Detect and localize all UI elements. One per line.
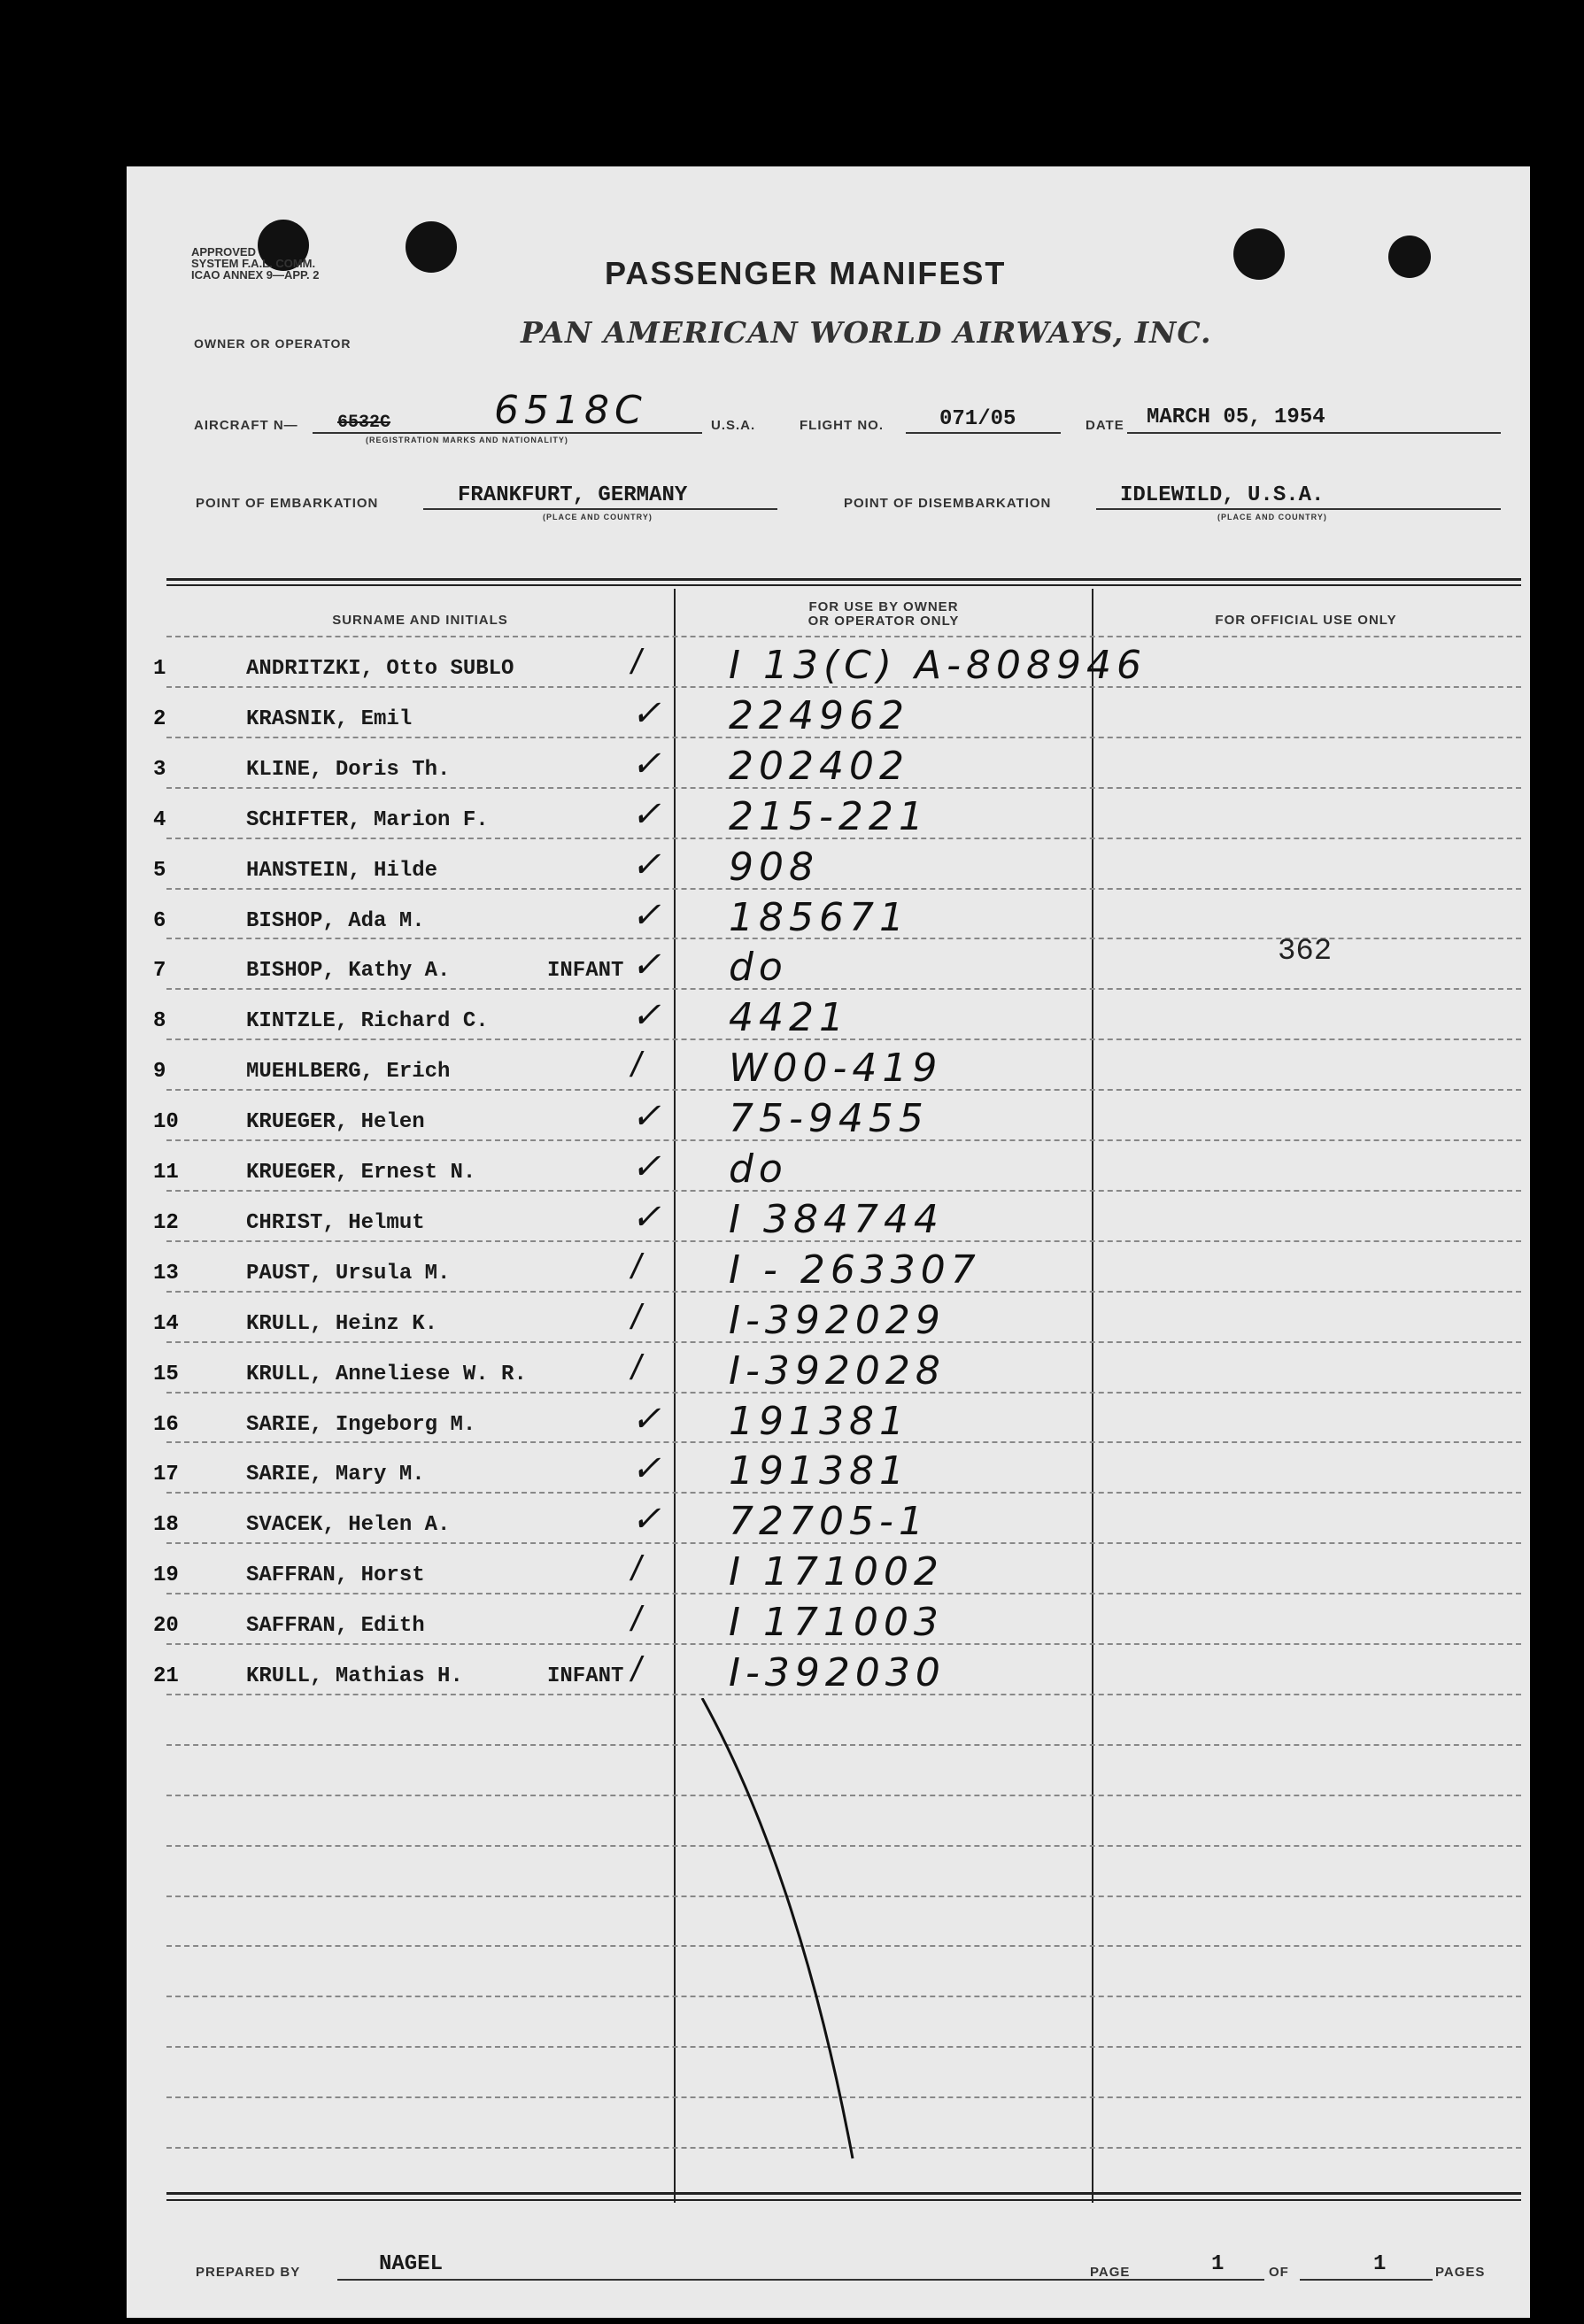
document-number: I-392028 (729, 1347, 946, 1394)
of-label: OF (1269, 2265, 1289, 2280)
passenger-name: KINTZLE, Richard C. (246, 1009, 489, 1034)
check-mark: / (631, 1549, 642, 1589)
ruled-line (166, 888, 1521, 890)
aircraft-struck: 6532C (337, 413, 391, 433)
check-mark: ✓ (631, 845, 661, 884)
check-mark: / (631, 1600, 642, 1640)
row-number: 2 (153, 706, 166, 731)
row-number: 18 (153, 1513, 179, 1538)
check-mark: ✓ (631, 1449, 661, 1489)
row-number: 14 (153, 1311, 179, 1336)
passenger-name: PAUST, Ursula M. (246, 1261, 451, 1286)
passenger-name: KRULL, Anneliese W. R. (246, 1362, 527, 1386)
passenger-name: SCHIFTER, Marion F. (246, 807, 489, 832)
page-total: 1 (1373, 2252, 1387, 2276)
disembarkation-label: POINT OF DISEMBARKATION (844, 496, 1052, 511)
column-header-line: FOR USE BY OWNER (808, 599, 959, 614)
passenger-name: KRULL, Mathias H. (246, 1664, 463, 1688)
document-number: I 384744 (729, 1196, 944, 1242)
form-title: PASSENGER MANIFEST (605, 255, 1007, 291)
row-number: 8 (153, 1009, 166, 1034)
column-header-line: OR OPERATOR ONLY (807, 614, 960, 629)
row-number: 13 (153, 1261, 179, 1286)
passenger-name: SAFFRAN, Horst (246, 1563, 425, 1588)
passenger-name: HANSTEIN, Hilde (246, 858, 438, 883)
punch-hole (1233, 228, 1285, 280)
check-mark: ✓ (631, 744, 661, 784)
embarkation-label: POINT OF EMBARKATION (196, 496, 379, 511)
passenger-name: CHRIST, Helmut (246, 1210, 425, 1235)
document-number: 75-9455 (729, 1096, 929, 1142)
punch-hole (1388, 235, 1431, 278)
row-number: 6 (153, 908, 166, 933)
approval-line: APPROVED (191, 245, 256, 259)
flight-number: 071/05 (939, 407, 1016, 431)
date-value: MARCH 05, 1954 (1147, 405, 1325, 429)
check-mark: / (631, 1347, 642, 1387)
column-header-official: FOR OFFICIAL USE ONLY (1215, 613, 1397, 628)
row-number: 16 (153, 1412, 179, 1437)
document-number: I 171002 (729, 1549, 944, 1595)
row-number: 1 (153, 657, 166, 681)
document-number: do (729, 945, 788, 991)
passenger-name: SVACEK, Helen A. (246, 1513, 451, 1538)
prepared-by-value: NAGEL (379, 2252, 444, 2276)
aircraft-label: AIRCRAFT N— (194, 418, 298, 433)
check-mark: ✓ (631, 1500, 661, 1540)
approval-line: ICAO ANNEX 9—APP. 2 (191, 268, 320, 282)
passenger-name: SAFFRAN, Edith (246, 1614, 425, 1639)
document-number: I 171003 (729, 1600, 944, 1646)
aircraft-number: 6518C (494, 388, 647, 433)
page-label: PAGE (1090, 2265, 1131, 2280)
column-header-owner-use (676, 600, 1092, 629)
document-number: 4421 (729, 995, 849, 1041)
check-mark: ✓ (631, 1399, 661, 1439)
document-number: I 13(C) A-808946 (729, 643, 1147, 688)
passenger-name: BISHOP, Ada M. (246, 908, 425, 933)
document-number: I-392030 (729, 1650, 946, 1695)
embarkation-place: FRANKFURT, GERMANY (458, 483, 688, 507)
usa-label: U.S.A. (711, 418, 756, 433)
passenger-name: MUEHLBERG, Erich (246, 1060, 451, 1085)
place-caption: (PLACE AND COUNTRY) (543, 513, 653, 521)
page-number: 1 (1211, 2252, 1225, 2276)
row-number: 12 (153, 1210, 179, 1235)
row-number: 21 (153, 1664, 179, 1688)
check-mark: ✓ (631, 1197, 661, 1237)
ruled-line (166, 988, 1521, 990)
ruled-line (166, 1190, 1521, 1192)
check-mark: / (631, 1046, 642, 1085)
check-mark: ✓ (631, 996, 661, 1036)
document-number: do (729, 1147, 788, 1192)
row-number: 10 (153, 1110, 179, 1135)
document-number: 908 (729, 844, 819, 890)
disembarkation-place: IDLEWILD, U.S.A. (1120, 483, 1325, 507)
airline-name: PAN AMERICAN WORLD AIRWAYS, INC. (521, 315, 1212, 350)
check-mark: ✓ (631, 1097, 661, 1137)
passenger-name: ANDRITZKI, Otto SUBLO (246, 657, 514, 681)
check-mark: ✓ (631, 895, 661, 935)
document-number: 191381 (729, 1398, 909, 1444)
passenger-name: KRULL, Heinz K. (246, 1311, 438, 1336)
date-label: DATE (1086, 418, 1124, 433)
check-mark: / (631, 643, 642, 682)
passenger-name: SARIE, Mary M. (246, 1463, 425, 1487)
owner-label: OWNER OR OPERATOR (194, 336, 352, 351)
document-number: W00-419 (729, 1046, 943, 1092)
cancel-stroke (693, 1698, 906, 2194)
check-mark: / (631, 1247, 642, 1286)
document-number: 202402 (729, 743, 909, 789)
flight-label: FLIGHT NO. (800, 418, 884, 433)
place-caption: (PLACE AND COUNTRY) (1217, 513, 1327, 521)
document-number: I-392029 (729, 1297, 946, 1343)
registration-caption: (REGISTRATION MARKS AND NATIONALITY) (366, 436, 568, 444)
row-number: 17 (153, 1463, 179, 1487)
passenger-name: KRUEGER, Helen (246, 1110, 425, 1135)
passenger-note: INFANT (547, 1664, 624, 1688)
row-number: 15 (153, 1362, 179, 1386)
row-number: 19 (153, 1563, 179, 1588)
row-number: 20 (153, 1614, 179, 1639)
passenger-name: BISHOP, Kathy A. (246, 959, 451, 984)
punch-hole (406, 221, 457, 273)
row-number: 11 (153, 1161, 179, 1185)
approval-line: SYSTEM F.A.L. COMM. (191, 257, 316, 270)
row-number: 9 (153, 1060, 166, 1085)
document-number: 72705-1 (729, 1499, 929, 1545)
check-mark: ✓ (631, 693, 661, 733)
column-header-surname: SURNAME AND INITIALS (332, 613, 508, 628)
ruled-line (166, 636, 1521, 637)
row-number: 3 (153, 757, 166, 782)
passenger-name: KRUEGER, Ernest N. (246, 1161, 476, 1185)
prepared-by-label: PREPARED BY (196, 2265, 301, 2280)
document-number: 224962 (729, 692, 909, 738)
passenger-name: SARIE, Ingeborg M. (246, 1412, 476, 1437)
document-number: 215-221 (729, 793, 929, 839)
check-mark: / (631, 1297, 642, 1337)
approval-block (191, 246, 320, 281)
row-number: 5 (153, 858, 166, 883)
manifest-sheet (127, 166, 1530, 2318)
document-number: 185671 (729, 894, 909, 940)
check-mark: ✓ (631, 946, 661, 985)
official-note: 362 (1278, 935, 1333, 969)
check-mark: ✓ (631, 1147, 661, 1186)
pages-label: PAGES (1435, 2265, 1486, 2280)
passenger-note: INFANT (547, 959, 624, 984)
check-mark: ✓ (631, 794, 661, 834)
document-number: 191381 (729, 1448, 909, 1494)
row-number: 7 (153, 959, 166, 984)
passenger-name: KLINE, Doris Th. (246, 757, 451, 782)
row-number: 4 (153, 807, 166, 832)
document-number: I - 263307 (729, 1247, 981, 1293)
check-mark: / (631, 1650, 642, 1689)
passenger-name: KRASNIK, Emil (246, 706, 413, 731)
